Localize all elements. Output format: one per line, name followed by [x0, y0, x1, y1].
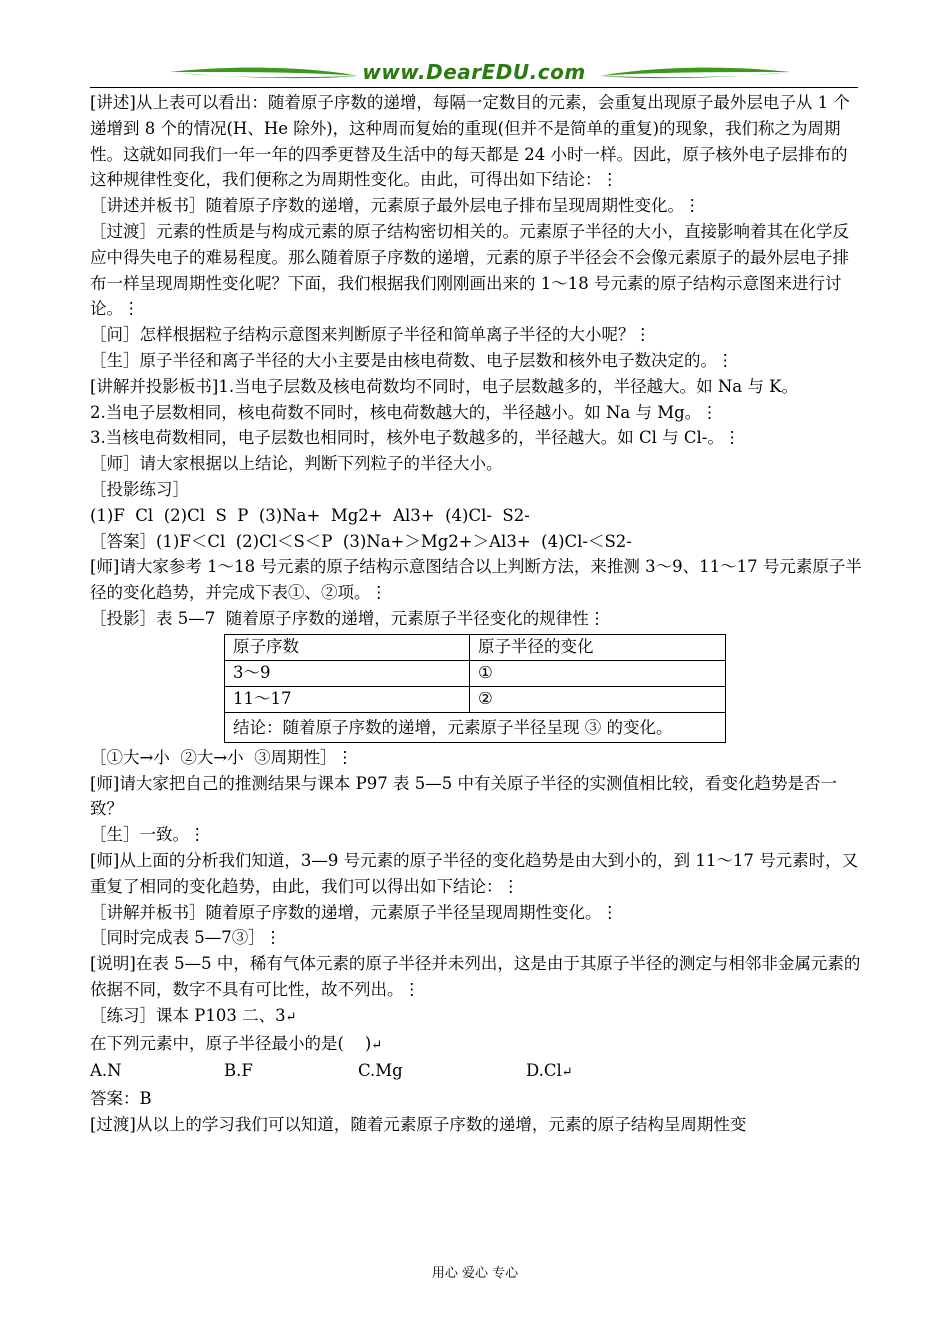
return-arrow-icon: ↵: [371, 1037, 383, 1053]
option-a: A.N: [90, 1061, 122, 1081]
radius-table: [224, 634, 726, 743]
radius-table-wrapper: [90, 634, 862, 743]
table-row: [225, 660, 726, 686]
paragraph: [师]从上面的分析我们知道，3—9 号元素的原子半径的变化趋势是由大到小的，到 11～17 号元素时，又重复了相同的变化趋势，由此，我们可以得出如下结论：⋮: [90, 850, 859, 896]
paragraph: ［①大→小 ②大→小 ③周期性］⋮: [90, 747, 354, 767]
paragraph: (1)F Cl (2)Cl S P (3)Na+ Mg2+ Al3+ (4)Cl- S2-: [90, 505, 530, 525]
table-row: [225, 686, 726, 712]
header-rule: [90, 87, 858, 88]
paragraph: ［师］请大家根据以上结论，判断下列粒子的半径大小。: [90, 454, 503, 474]
paragraph: [90, 1031, 862, 1059]
paragraph: [师]请大家把自己的推测结果与课本 P97 表 5—5 中有关原子半径的实测值相比较，看变化趋势是否一致？: [90, 773, 837, 819]
site-header-banner: [90, 58, 858, 90]
question-text: 在下列元素中，原子半径最小的是( ): [90, 1033, 372, 1053]
option-d: D.Cl: [526, 1061, 562, 1081]
return-arrow-icon: ↵: [285, 1009, 297, 1025]
paragraph: ［投影练习］: [90, 479, 189, 499]
paragraph: ［生］原子半径和离子半径的大小主要是由核电荷数、电子层数和核外电子数决定的。⋮: [90, 350, 734, 370]
table-cell: 11～17: [225, 686, 470, 712]
paragraph: ［讲述并板书］随着原子序数的递增，元素原子最外层电子排布呈现周期性变化。⋮: [90, 196, 701, 216]
answer-options: [90, 1058, 862, 1086]
table-header-cell: 原子半径的变化: [470, 634, 726, 660]
option-c: C.Mg: [358, 1061, 403, 1081]
paragraph: [讲解并投影板书]1.当电子层数及核电荷数均不同时，电子层数越多的，半径越大。如 Na 与 K。: [90, 376, 798, 396]
paragraph: [90, 1003, 862, 1031]
paragraph: ［问］怎样根据粒子结构示意图来判断原子半径和简单离子半径的大小呢？⋮: [90, 325, 651, 345]
site-url: www.DearEDU.com: [362, 60, 586, 84]
table-row: [225, 712, 726, 742]
paragraph: ［生］一致。⋮: [90, 825, 206, 845]
table-conclusion-cell: 结论：随着原子序数的递增，元素原子半径呈现 ③ 的变化。: [225, 712, 726, 742]
paragraph: ［过渡］元素的性质是与构成元素的原子结构密切相关的。元素原子半径的大小，直接影响着其在化学反应中得失电子的难易程度。那么随着原子序数的递增，元素的原子半径会不会像元素原子的最外层电子排布一样呈现周期性变化呢？下面，我们根据我们刚刚画出来的 1～18 号元素的原子结构示意图来进行讨论。⋮: [90, 221, 849, 319]
table-header-row: [225, 634, 726, 660]
exercise-text: ［练习］课本 P103 二、3: [90, 1005, 286, 1025]
page-footer: 用心 爱心 专心: [431, 1266, 519, 1281]
table-cell: 3～9: [225, 660, 470, 686]
paragraph: 2.当电子层数相同，核电荷数不同时，核电荷数越大的，半径越小。如 Na 与 Mg。⋮: [90, 402, 718, 422]
paragraph: ［讲解并板书］随着原子序数的递增，元素原子半径呈现周期性变化。⋮: [90, 902, 618, 922]
document-body: [90, 90, 862, 1138]
paragraph: [师]请大家参考 1～18 号元素的原子结构示意图结合以上判断方法，来推测 3～9、11～17 号元素原子半径的变化趋势，并完成下表①、②项。⋮: [90, 557, 862, 603]
paragraph: ［同时完成表 5—7③］⋮: [90, 928, 282, 948]
paragraph: [讲述]从上表可以看出：随着原子序数的递增，每隔一定数目的元素，会重复出现原子最外层电子从 1 个递增到 8 个的情况(H、He 除外)，这种周而复始的重现(但并不是简单的重复)的现象，我们称之为周期性。这就如同我们一年一年的四季更替及生活中的每天都是 24 小时一样。因此，原子核外电子层排布的这种规律性变化，我们便称之为周期性变化。由此，可得出如下结论：⋮: [90, 93, 850, 190]
option-b: B.F: [224, 1061, 253, 1081]
paragraph: [说明]在表 5—5 中，稀有气体元素的原子半径并未列出，这是由于其原子半径的测定与相邻非金属元素的依据不同，数字不具有可比性，故不列出。⋮: [90, 954, 861, 999]
paragraph: ［答案］(1)F＜Cl (2)Cl＜S＜P (3)Na+＞Mg2+＞Al3+ (4)Cl-＜S2-: [90, 531, 632, 551]
return-arrow-icon: ↵: [561, 1065, 573, 1081]
table-cell: ②: [470, 686, 726, 712]
paragraph: [过渡]从以上的学习我们可以知道，随着元素原子序数的递增，元素的原子结构呈周期性变: [90, 1114, 747, 1134]
table-cell: ①: [470, 660, 726, 686]
paragraph: ［投影］表 5—7 随着原子序数的递增，元素原子半径变化的规律性⋮: [90, 608, 606, 628]
answer-line: 答案：B: [90, 1089, 152, 1109]
table-header-cell: 原子序数: [225, 634, 470, 660]
paragraph: 3.当核电荷数相同，电子层数也相同时，核外电子数越多的，半径越大。如 Cl 与 Cl-。⋮: [90, 428, 741, 448]
